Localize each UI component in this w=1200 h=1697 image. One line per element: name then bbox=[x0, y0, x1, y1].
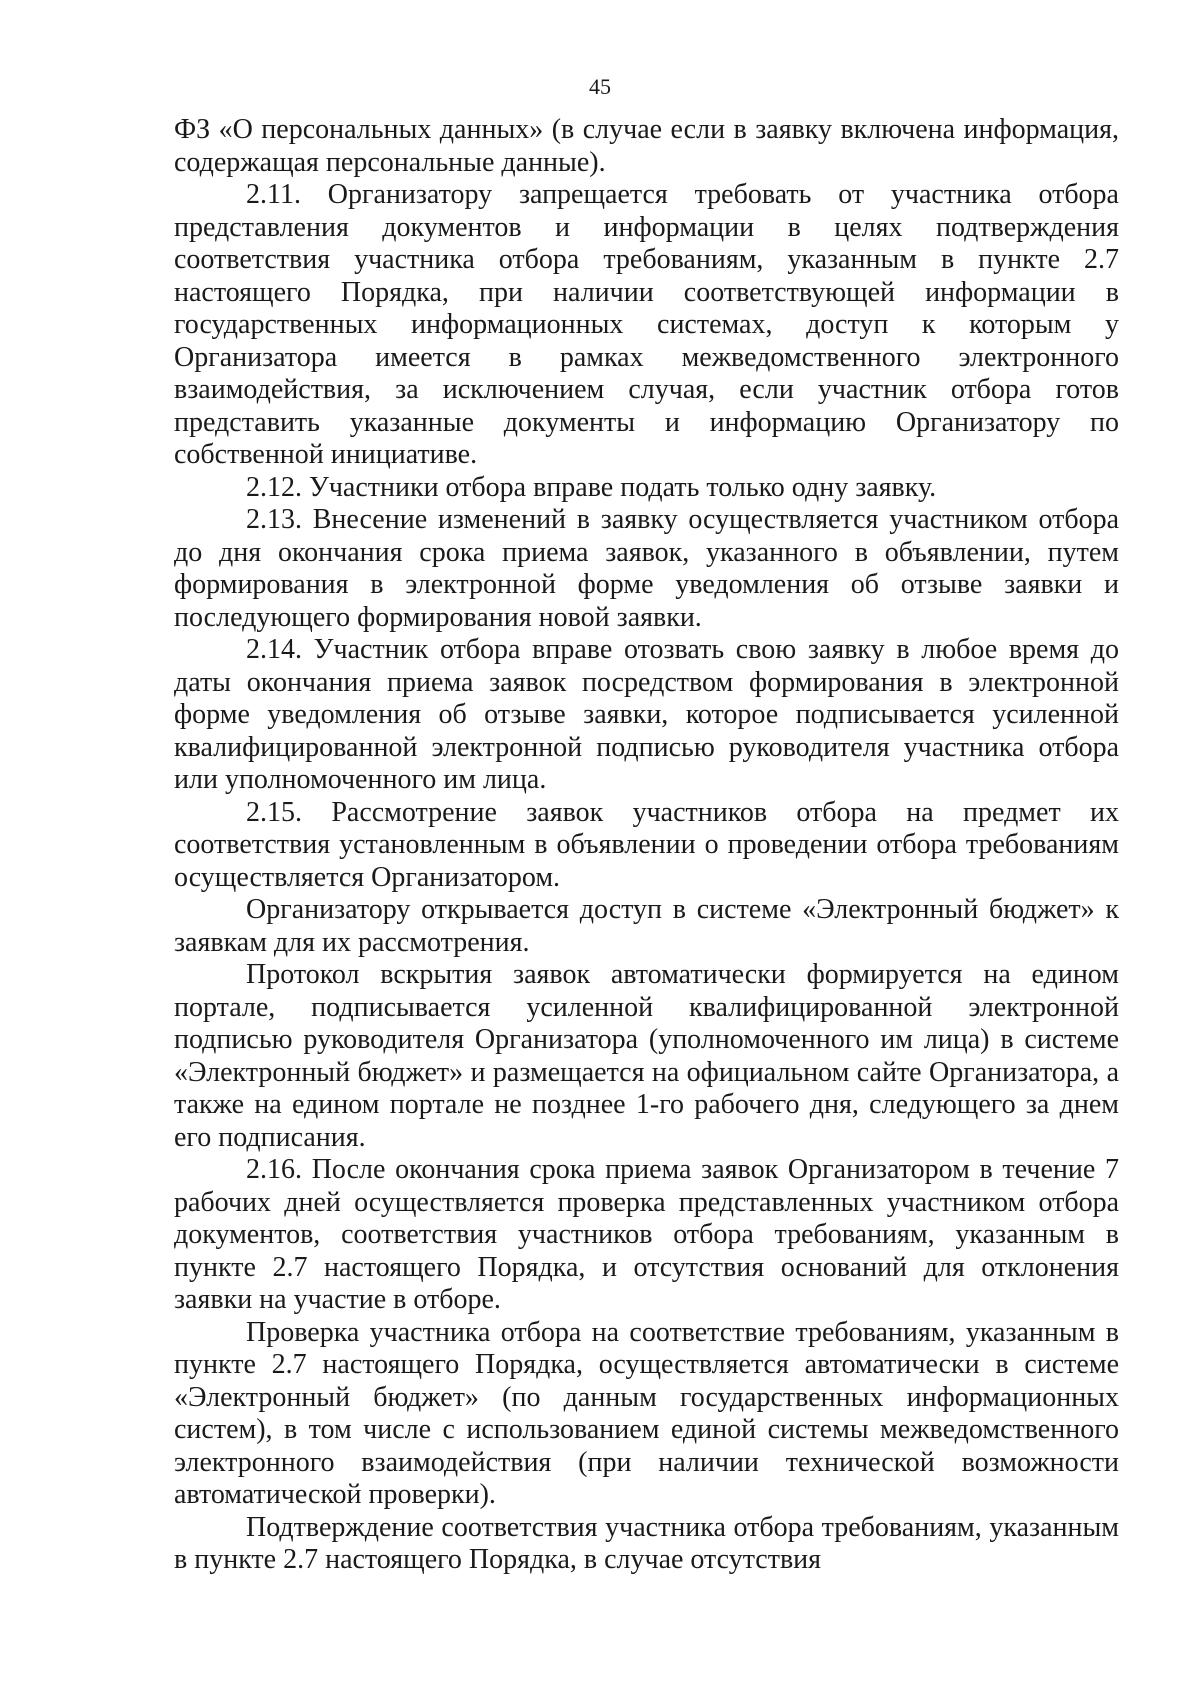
paragraph-2-13: 2.13. Внесение изменений в заявку осуществляется участником отбора до дня окончания срока приема заявок, указанного в объявлении, путем формирования в электронной форме уведомления об отзыве заявки и последующего формирования новой заявки. bbox=[174, 504, 1119, 633]
page-number: 45 bbox=[589, 74, 611, 99]
paragraph: Подтверждение соответствия участника отбора требованиям, указанным в пункте 2.7 настоящего Порядка, в случае отсутствия bbox=[174, 1511, 1119, 1575]
paragraph-2-16: 2.16. После окончания срока приема заявок Организатором в течение 7 рабочих дней осуществляется проверка представленных участником отбора документов, соответствия участников отбора требованиям, указанным в пункте 2.7 настоящего Порядка, и отсутствия оснований для отклонения заявки на участие в отборе. bbox=[174, 1154, 1119, 1315]
paragraph-2-11: 2.11. Организатору запрещается требовать от участника отбора представления документов и информации в целях подтверждения соответствия участника отбора требованиям, указанным в пункте 2.7 настоящего Порядка, при наличии соответствующей информации в государственных информационных системах, доступ к которым у Организатора имеется в рамках межведомственного электронного взаимодействия, за исключением случая, если участник отбора готов представить указанные документы и информацию Организатору по собственной инициативе. bbox=[174, 179, 1119, 470]
paragraph: ФЗ «О персональных данных» (в случае если в заявку включена информация, содержащая персональные данные). bbox=[174, 114, 1119, 178]
paragraph: Протокол вскрытия заявок автоматически формируется на едином портале, подписывается усиленной квалифицированной электронной подписью руководителя Организатора (уполномоченного им лица) в системе «Электронный бюджет» и размещается на официальном сайте Организатора, а также на едином портале не позднее 1-го рабочего дня, следующего за днем его подписания. bbox=[174, 959, 1119, 1153]
paragraph: Проверка участника отбора на соответствие требованиям, указанным в пункте 2.7 настоящего Порядка, осуществляется автоматически в системе «Электронный бюджет» (по данным государственных информационных систем), в том числе с использованием единой системы межведомственного электронного взаимодействия (при наличии технической возможности автоматической проверки). bbox=[174, 1316, 1119, 1510]
paragraph: Организатору открывается доступ в системе «Электронный бюджет» к заявкам для их рассмотрения. bbox=[174, 894, 1119, 958]
paragraph-2-15: 2.15. Рассмотрение заявок участников отбора на предмет их соответствия установленным в объявлении о проведении отбора требованиям осуществляется Организатором. bbox=[174, 796, 1119, 893]
paragraph-2-14: 2.14. Участник отбора вправе отозвать свою заявку в любое время до даты окончания приема заявок посредством формирования в электронной форме уведомления об отзыве заявки, которое подписывается усиленной квалифицированной электронной подписью руководителя участника отбора или уполномоченного им лица. bbox=[174, 634, 1119, 795]
document-body bbox=[174, 114, 1119, 1577]
paragraph-2-12: 2.12. Участники отбора вправе подать только одну заявку. bbox=[246, 471, 937, 503]
